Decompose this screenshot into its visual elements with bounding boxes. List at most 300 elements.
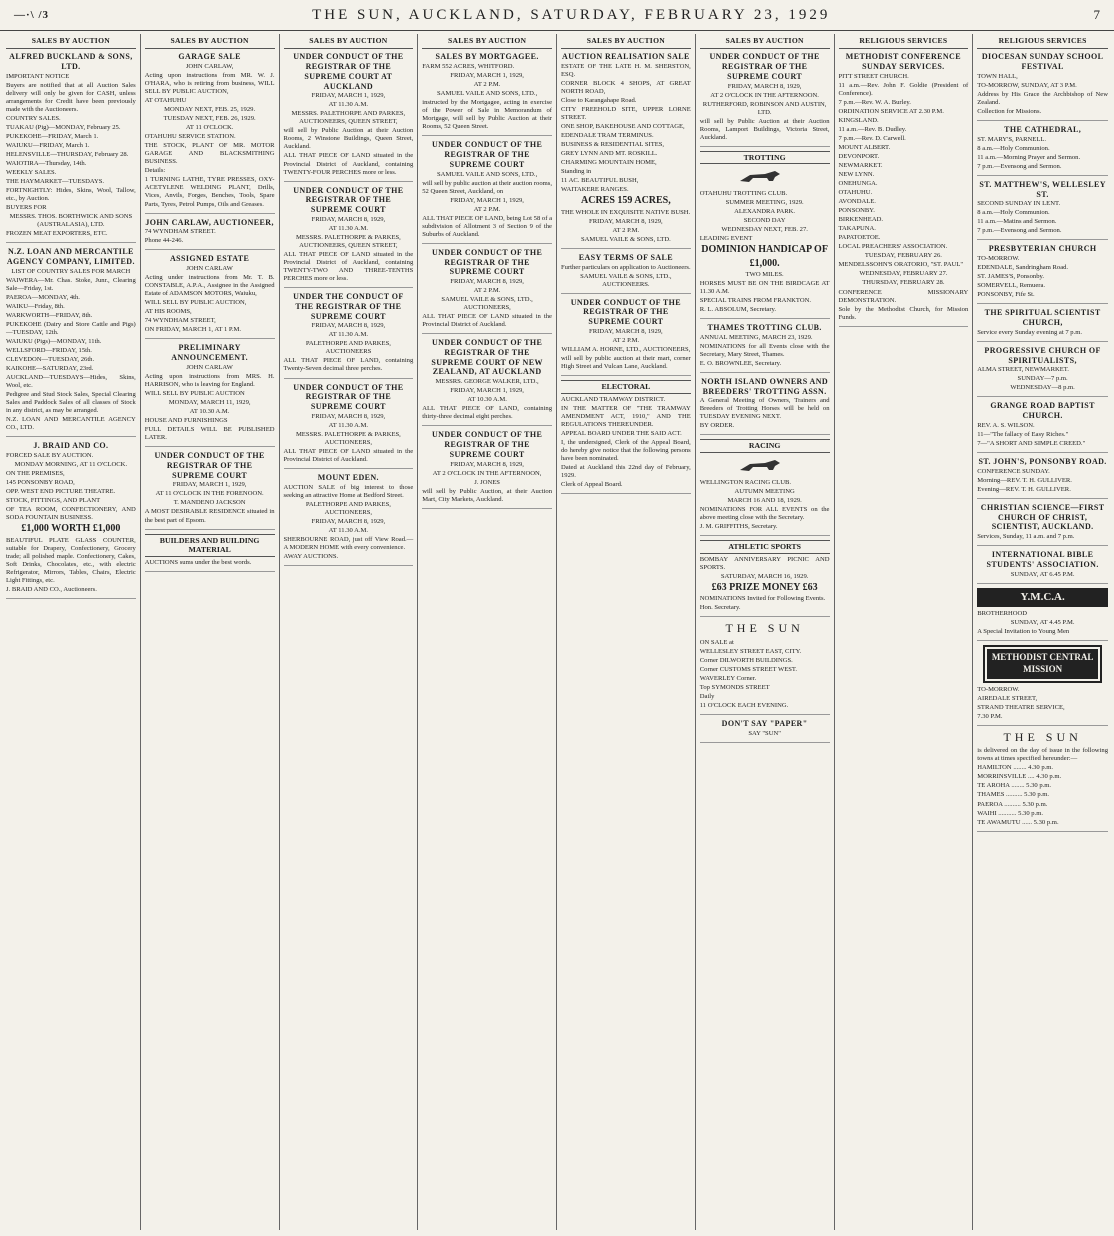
- ad-text-line: PUKEKOHE (Dairy and Store Cattle and Pigs)—TUESDAY, 12th.: [6, 321, 136, 337]
- ad-heading: INTERNATIONAL BIBLE STUDENTS' ASSOCIATION.: [986, 550, 1099, 569]
- ad-text-line: will sell by public auction at their auction rooms, 52 Queen Street, Auckland, on: [422, 179, 552, 195]
- advertisement: [700, 377, 830, 436]
- ad-text-line: SHERBOURNE ROAD, just off View Road.—A MODERN HOME with every convenience.: [283, 535, 414, 551]
- ad-text-line: 8 a.m.—Holy Communion.: [977, 144, 1050, 152]
- ad-text-line: Standing in: [561, 168, 592, 176]
- ad-text-line: IN THE MATTER OF "THE TRAMWAY AMENDMENT ACT, 1910," AND THE REGULATIONS THEREUNDER.: [561, 404, 691, 428]
- ad-text-line: AT 11 O'CLOCK IN THE FORENOON.: [155, 490, 264, 498]
- ad-text-line: FORCED SALE BY AUCTION.: [6, 452, 94, 460]
- ad-text-line: DEVONPORT.: [838, 153, 880, 161]
- ad-text-line: ALL THAT PIECE OF LAND situated in the Provincial District of Auckland.: [422, 313, 552, 329]
- ad-text-line: SUMMER MEETING, 1929.: [725, 199, 804, 207]
- advertisement: [422, 338, 552, 426]
- advertisement: [145, 343, 275, 447]
- ad-text-line: MONDAY NEXT, FEB. 25, 1929.: [164, 106, 256, 114]
- advertisement: [145, 534, 275, 572]
- ad-text-line: CONFERENCE MISSIONARY DEMONSTRATION.: [838, 288, 969, 304]
- ad-text-line: TUESDAY, FEBRUARY 26.: [864, 252, 942, 260]
- ad-text-line: AT 11.30 A.M.: [328, 526, 369, 534]
- advertisement: [977, 180, 1108, 241]
- ad-text-line: NOMINATIONS Invited for Following Events.: [699, 594, 826, 602]
- ad-heading: PRELIMINARY ANNOUNCEMENT.: [171, 343, 249, 363]
- ad-text-line: 74 WYNDHAM STREET,: [144, 317, 216, 325]
- column-5: [557, 34, 696, 1230]
- ad-text-line: FRIDAY, MARCH 8, 1929,: [311, 215, 386, 223]
- ad-heading: CHRISTIAN SCIENCE—FIRST CHURCH OF CHRIST, SCIENTIST, AUCKLAND.: [980, 502, 1105, 532]
- ad-text-line: WEDNESDAY NEXT, FEB. 27.: [721, 226, 808, 234]
- ad-text-line: instructed by the Mortgagee, acting in exercise of the Power of Sale in Memorandum of Mortgage, will sell by Public Auction at their Rooms, 52 Queen Street.: [422, 99, 552, 131]
- ad-text-line: ON SALE at: [699, 638, 734, 646]
- ad-text-line: TO-MORROW.: [977, 685, 1020, 693]
- section-subhead: TROTTING: [700, 151, 830, 165]
- ad-text-line: MONDAY, MARCH 11, 1929,: [168, 398, 251, 406]
- ad-text-line: WAIOTIRA—Thursday, 14th.: [6, 160, 87, 168]
- ad-text-line: FRIDAY, MARCH 1, 1929,: [450, 196, 524, 204]
- ad-text-line: 11 a.m.—Rev. B. Dudley.: [838, 125, 907, 133]
- advertisement: [977, 346, 1108, 398]
- sun-banner: THE SUN: [725, 620, 804, 635]
- column-4: [418, 34, 557, 1230]
- advertisement: [700, 323, 830, 373]
- ad-text-line: WAVERLEY Corner.: [699, 674, 757, 682]
- ad-text-line: TO-MORROW.: [977, 255, 1020, 263]
- advertisement: [561, 253, 691, 294]
- ad-text-line: AT 11.30 A.M.: [328, 101, 369, 109]
- ad-text-line: WELLSFORD—FRIDAY, 15th.: [6, 347, 92, 355]
- ad-text-line: FRIDAY, MARCH 1, 1929,: [450, 72, 524, 80]
- section-subhead: ATHLETIC SPORTS: [700, 540, 830, 554]
- ad-text-line: SECOND SUNDAY IN LENT.: [977, 200, 1061, 208]
- ad-text-line: JOHN CARLAW: [186, 265, 233, 273]
- ad-text-line: AT 2 P.M.: [473, 287, 501, 295]
- column-1: [2, 34, 141, 1230]
- advertisement: [700, 540, 830, 617]
- ad-text-line: 7 p.m.—Evensong and Sermon.: [977, 162, 1062, 170]
- ad-heading: UNDER CONDUCT OF THE REGISTRAR OF THE SUPREME COURT: [431, 430, 543, 459]
- ad-text-line: NOMINATIONS for all Events close with the Secretary, Mary Street, Thames.: [699, 342, 830, 358]
- ad-heading: METHODIST CONFERENCE SUNDAY SERVICES.: [845, 52, 961, 71]
- ad-text-line: TO-MORROW, SUNDAY, AT 3 P.M.: [977, 81, 1077, 89]
- ad-text-line: 7 p.m.—Rev. D. Carwell.: [838, 134, 906, 142]
- advertisement: [284, 186, 414, 289]
- ad-heading: ASSIGNED ESTATE: [169, 254, 250, 264]
- ad-text-line: EDENDALE, Sandringham Road.: [977, 264, 1069, 272]
- ad-text-line: SOMERVELL, Remuera.: [977, 282, 1046, 290]
- ad-text-line: Dated at Auckland this 22nd day of February, 1929.: [561, 463, 691, 479]
- ad-text-line: TUESDAY NEXT, FEB. 26, 1929.: [163, 115, 256, 123]
- ad-text-line: Corner DILWORTH BUILDINGS.: [699, 656, 793, 664]
- column-header: SALES BY AUCTION: [6, 34, 136, 49]
- ad-text-line: ALL THAT PIECE OF LAND, containing Twenty-Seven decimal three perches.: [283, 357, 414, 373]
- ad-text-line: GREY LYNN AND MT. ROSKILL.: [561, 150, 658, 158]
- ad-text-line: AT HIS ROOMS,: [144, 308, 192, 316]
- ad-text-line: J. BRAID AND CO., Auctioneers.: [6, 585, 97, 593]
- ad-text-line: ONEHUNGA.: [838, 180, 878, 188]
- advertisement: [284, 383, 414, 469]
- advertisement: [145, 52, 275, 213]
- ad-text-line: BUYERS FOR: [6, 204, 47, 212]
- ad-text-line: COUNTRY SALES.: [6, 114, 61, 122]
- ad-text-line: N.Z. LOAN AND MERCANTILE AGENCY CO., LTD.: [6, 416, 136, 432]
- column-header: SALES BY AUCTION: [561, 34, 691, 49]
- ad-heading: UNDER CONDUCT OF THE REGISTRAR OF THE SUPREME COURT OF NEW ZEALAND, AT AUCKLAND: [431, 338, 543, 377]
- advertisement: [700, 151, 830, 319]
- ad-heading: ST. MATTHEW'S, WELLESLEY ST.: [979, 179, 1106, 199]
- ad-text-line: TOWN HALL,: [977, 72, 1018, 80]
- ad-text-line: Phone 44-246.: [144, 237, 184, 245]
- ad-heading: UNDER THE CONDUCT OF THE REGISTRAR OF THE SUPREME COURT: [293, 292, 404, 321]
- ad-text-line: SPECIAL TRAINS FROM FRANKTON.: [699, 296, 812, 304]
- ad-text-line: MORRINSVILLE .... 4.30 p.m.: [977, 773, 1062, 781]
- ad-text-line: Hon. Secretary.: [699, 603, 741, 611]
- advertisement: [145, 451, 275, 529]
- ad-text-line: OPP. WEST END PICTURE THEATRE.: [6, 488, 116, 496]
- ad-text-line: 7.30 P.M.: [977, 712, 1003, 720]
- ad-text-line: LEADING EVENT: [699, 235, 753, 243]
- ad-heading: MOUNT EDEN.: [317, 472, 379, 482]
- ad-text-line: I, the undersigned, Clerk of the Appeal Board, do hereby give notice that the following persons have been nominated.: [561, 438, 691, 462]
- racehorse-icon: [735, 457, 795, 475]
- ad-text-line: ALEXANDRA PARK.: [734, 208, 796, 216]
- ad-text-line: A MOST DESIRABLE RESIDENCE situated in the best part of Epsom.: [144, 508, 275, 524]
- advertisement: [6, 247, 136, 437]
- ad-text-line: FARM 552 ACRES, WHITFORD.: [422, 63, 515, 70]
- ad-text-line: FRIDAY, MARCH 8, 1929,: [311, 322, 386, 330]
- ad-text-line: REV. A. S. WILSON.: [977, 421, 1035, 429]
- ad-text-line: THE HAYMARKET—TUESDAYS.: [6, 178, 105, 186]
- ad-text-line: MENDELSSOHN'S ORATORIO, "ST. PAUL": [838, 261, 964, 269]
- ymca-banner: Y.M.C.A.: [977, 588, 1108, 607]
- ad-text-line: MESSRS. THOS. BORTHWICK AND SONS (AUSTRALASIA), LTD.: [9, 213, 133, 229]
- ad-text-line: AT 11.30 A.M.: [328, 421, 369, 429]
- ad-text-line: E. O. BROWNLEE, Secretary.: [699, 359, 782, 367]
- ad-text-line: PONSONBY.: [838, 207, 875, 215]
- ad-heading: UNDER CONDUCT OF THE REGISTRAR OF THE SUPREME COURT: [570, 297, 682, 327]
- ad-text-line: FRIDAY, MARCH 8, 1929,: [311, 517, 386, 525]
- ad-text-line: Evening—REV. T. H. GULLIVER.: [977, 485, 1071, 493]
- ad-text-line: HELENSVILLE—THURSDAY, February 28.: [6, 151, 129, 159]
- ad-text-line: Further particulars on application to Auctioneers.: [561, 263, 691, 271]
- ad-text-line: MESSRS. PALETHORPE & PARKES, AUCTIONEERS,: [295, 430, 401, 446]
- ad-text-line: Acting upon instructions from MR. W. J. O'HARA, who is retiring from business, WILL SELL BY PUBLIC AUCTION,: [144, 72, 275, 96]
- ad-text-line: Collection for Missions.: [977, 107, 1042, 115]
- advertisement: [422, 52, 552, 136]
- column-6: [696, 34, 835, 1230]
- ad-text-line: FRIDAY, MARCH 8, 1929,: [589, 217, 663, 225]
- ad-heading: ST. JOHN'S, PONSONBY ROAD.: [978, 457, 1107, 467]
- ad-text-line: AWAY AUCTIONS.: [283, 552, 339, 560]
- ad-text-line: PONSONBY, Fife St.: [977, 291, 1035, 299]
- advertisement: [977, 125, 1108, 176]
- ad-text-line: will sell by Public Auction, at their Auction Mart, City Markets, Auckland.: [422, 487, 552, 503]
- ad-text-line: AT 11.30 A.M.: [328, 224, 369, 232]
- advertisement: [422, 248, 552, 334]
- ad-text-line: WELLINGTON RACING CLUB.: [699, 478, 792, 486]
- ad-text-line: BUSINESS & RESIDENTIAL SITES,: [561, 141, 665, 149]
- masthead: [0, 0, 1114, 30]
- ad-text-line: ALL THAT PIECE OF LAND, being Lot 58 of a subdivision of Allotment 3 of Section 9 of the Suburbs of Auckland.: [422, 214, 552, 238]
- ad-text-line: 11 O'CLOCK EACH EVENING.: [699, 701, 789, 709]
- ad-text-line: A General Meeting of Owners, Trainers and Breeders of Trotting Horses will be held on TUESDAY EVENING NEXT.: [699, 397, 830, 421]
- ad-heading: THE CATHEDRAL,: [1004, 124, 1082, 134]
- ad-text-line: TUAKAU (Pig)—MONDAY, February 25.: [6, 123, 121, 131]
- ad-text-line: SUNDAY—7 p.m.: [1017, 375, 1068, 383]
- ad-text-line: TE AROHA ........ 5.30 p.m.: [977, 782, 1052, 790]
- ad-text-line: ALL THAT PIECE OF LAND situated in the Provincial District of Auckland, containing TWENTY-FOUR PERCHES more or less.: [283, 152, 414, 176]
- ad-text-line: KINGSLAND.: [838, 116, 879, 124]
- advertisement: [6, 52, 136, 243]
- ad-text-line: FRIDAY, MARCH 8, 1929,: [450, 278, 524, 285]
- ad-text-line: Pedigree and Stud Stock Sales, Special Clearing Sales and Paddock Sales of all classes of Stock in any district, as may be arranged.: [6, 391, 136, 415]
- trotting-horse-icon: [735, 168, 795, 186]
- ad-text-line: BROTHERHOOD: [977, 610, 1028, 618]
- ad-text-line: £63 PRIZE MONEY £63: [711, 581, 818, 593]
- ad-text-line: AT 11 O'CLOCK.: [185, 124, 234, 132]
- ad-text-line: FULL DETAILS WILL BE PUBLISHED LATER.: [144, 426, 275, 442]
- ad-text-line: £1,000.: [749, 257, 780, 269]
- ad-text-line: 7—"A SHORT AND SIMPLE CREED.": [977, 440, 1086, 447]
- ad-heading: PRESBYTERIAN CHURCH: [988, 244, 1097, 254]
- ad-text-line: SUNDAY, AT 4.45 P.M.: [1010, 619, 1075, 627]
- ad-text-line: Acting upon instructions from MRS. H. HARRISON, who is leaving for England.: [144, 372, 275, 388]
- ad-text-line: AT 2 P.M.: [612, 226, 640, 234]
- ad-text-line: PAEROA .......... 5.30 p.m.: [977, 800, 1048, 808]
- ad-text-line: AT 2 P.M.: [473, 205, 501, 213]
- ad-heading: UNDER CONDUCT OF THE REGISTRAR OF THE SUPREME COURT: [293, 185, 404, 215]
- advertisement: [145, 218, 275, 251]
- advertisement: [284, 52, 414, 181]
- ad-heading: N.Z. LOAN AND MERCANTILE AGENCY COMPANY, LIMITED.: [6, 247, 135, 267]
- advertisement: [839, 52, 969, 326]
- ad-text-line: BY ORDER.: [699, 422, 735, 430]
- ad-text-line: 1 TURNING LATHE, TYRE PRESSES, OXY-ACETYLENE WELDING PLANT, Drills, Vices, Anvils, Forges, Benches, Tools, Spare Parts, Tyres, Petrol Pumps, Oils and Greases.: [144, 176, 275, 208]
- ad-text-line: WAIHI ........... 5.30 p.m.: [977, 809, 1043, 817]
- ad-heading: UNDER CONDUCT OF THE REGISTRAR OF THE SUPREME COURT: [431, 140, 543, 169]
- ad-text-line: SAMUEL VAILE AND SONS, LTD.,: [437, 90, 538, 98]
- ad-text-line: MESSRS. PALETHORPE AND PARKES, AUCTIONEERS, QUEEN STREET,: [291, 110, 406, 126]
- ad-text-line: J. M. GRIFFITHS, Secretary.: [699, 523, 778, 531]
- ad-text-line: DOMINION HANDICAP OF: [701, 244, 828, 256]
- advertisement: [561, 380, 691, 494]
- ad-text-line: AT 2 O'CLOCK IN THE AFTERNOON.: [710, 91, 819, 99]
- ad-heading: THE SPIRITUAL SCIENTIST CHURCH,: [984, 308, 1101, 328]
- ad-text-line: SECOND DAY: [743, 217, 786, 225]
- column-header: RELIGIOUS SERVICES: [839, 34, 969, 49]
- ad-text-line: ACRES 159 ACRES,: [581, 195, 671, 207]
- ad-text-line: OTAHUHU TROTTING CLUB.: [699, 190, 788, 198]
- column-2: [141, 34, 280, 1230]
- ad-text-line: Details:: [144, 167, 166, 175]
- ad-text-line: FRIDAY, MARCH 8, 1929,: [450, 460, 524, 468]
- advertisement: [977, 730, 1108, 832]
- ad-text-line: R. L. ABSOLUM, Secretary.: [699, 305, 777, 313]
- ad-text-line: J. JONES: [474, 478, 500, 486]
- ad-text-line: CITY FREEHOLD SITE, UPPER LORNE STREET.: [561, 106, 691, 122]
- advertisement: [284, 473, 414, 566]
- ad-heading: J. BRAID AND CO.: [33, 441, 109, 451]
- ad-text-line: AUCKLAND TRAMWAY DISTRICT.: [561, 395, 666, 403]
- ad-text-line: 8 a.m.—Holy Communion.: [977, 209, 1050, 217]
- ad-text-line: BIRKENHEAD.: [838, 216, 884, 224]
- column-8: [973, 34, 1112, 1230]
- advertisement: [700, 719, 830, 743]
- ad-text-line: FROZEN MEAT EXPORTERS, ETC.: [6, 230, 108, 238]
- ad-text-line: SUNDAY, AT 6.45 P.M.: [1010, 570, 1075, 578]
- ad-text-line: SAMUEL VAILE & SONS, LTD., AUCTIONEERS,: [441, 296, 533, 312]
- ad-text-line: KAIKOHE—SATURDAY, 23rd.: [6, 365, 94, 373]
- ad-text-line: will sell by Public Auction at their Auction Rooms, Lamport Buildings, Victoria Street, Auckland.: [699, 117, 830, 141]
- advertisement: [700, 439, 830, 536]
- section-subhead: ELECTORAL: [561, 380, 691, 394]
- ad-text-line: AT 10.30 A.M.: [189, 408, 230, 415]
- advertisement: [977, 401, 1108, 453]
- section-subhead: RACING: [700, 439, 830, 453]
- ad-text-line: ESTATE OF THE LATE H. M. SHERSTON, ESQ.: [561, 63, 691, 79]
- ad-text-line: MESSRS. GEORGE WALKER, LTD.,: [435, 378, 539, 386]
- ad-text-line: AT 10.30 A.M.: [467, 396, 507, 404]
- ad-text-line: WAIUKU—FRIDAY, March 1.: [6, 142, 90, 149]
- ad-text-line: ALMA STREET, NEWMARKET.: [977, 366, 1069, 374]
- ad-text-line: £1,000 WORTH £1,000: [21, 523, 121, 535]
- ad-text-line: NEWMARKET.: [838, 162, 883, 170]
- methodist-mission-banner: [983, 645, 1102, 682]
- ad-heading: UNDER CONDUCT OF THE REGISTRAR OF THE SUPREME COURT: [431, 247, 543, 277]
- ad-text-line: MONDAY MORNING, AT 11 O'CLOCK.: [14, 461, 128, 469]
- ad-text-line: PITT STREET CHURCH.: [838, 72, 909, 80]
- ad-text-line: ON THE PREMISES,: [6, 470, 65, 478]
- ad-heading: AUCTION REALISATION SALE: [562, 52, 690, 62]
- ad-text-line: Close to Karangahape Road.: [561, 97, 637, 105]
- ad-text-line: PALETHORPE AND PARKES, AUCTIONEERS: [305, 340, 391, 356]
- advertisement: [284, 292, 414, 378]
- ad-text-line: 11 a.m.—Matins and Sermon.: [977, 218, 1057, 226]
- ad-heading: GARAGE SALE: [178, 52, 241, 62]
- ad-text-line: ORDINATION SERVICE AT 2.30 P.M.: [838, 107, 944, 115]
- ad-text-line: 11 a.m.—Rev. John F. Goldie (President of Conference).: [838, 81, 969, 97]
- advertisement: [977, 503, 1108, 546]
- advertisement: [977, 457, 1108, 499]
- ad-text-line: WAIWERA—Mr. Chas. Stoke, Junr., Clearing Sale—Friday, 1st.: [6, 276, 136, 292]
- ad-heading: UNDER CONDUCT OF THE REGISTRAR OF THE SUPREME COURT: [154, 451, 265, 480]
- methodist-mission-text: METHODIST CENTRAL MISSION: [987, 649, 1098, 678]
- ad-text-line: is delivered on the day of issue in the following towns at times specified hereunder:—: [977, 747, 1108, 763]
- ad-text-line: ALL THAT PIECE OF LAND situated in the Provincial District of Auckland, containing TWENTY-TWO AND THREE-TENTHS PERCHES more or less.: [283, 250, 414, 283]
- sun-banner: THE SUN: [1003, 729, 1082, 744]
- column-header: SALES BY AUCTION: [700, 34, 830, 49]
- ad-heading: UNDER CONDUCT OF THE REGISTRAR OF THE SUPREME COURT AT AUCKLAND: [293, 52, 404, 91]
- ad-heading: UNDER CONDUCT OF THE REGISTRAR OF THE SUPREME COURT: [709, 52, 820, 81]
- ad-text-line: IMPORTANT NOTICE: [6, 72, 70, 80]
- ad-text-line: WILL SELL BY PUBLIC AUCTION: [144, 389, 245, 397]
- column-header: SALES BY AUCTION: [284, 34, 414, 49]
- ad-text-line: Service every Sunday evening at 7 p.m.: [977, 328, 1082, 336]
- ad-text-line: THE WHOLE IN EXQUISITE NATIVE BUSH.: [561, 208, 691, 216]
- ad-text-line: Daily: [699, 692, 715, 700]
- ad-heading: ALFRED BUCKLAND & SONS, LTD.: [9, 52, 133, 71]
- ad-text-line: APPEAL BOARD UNDER THE SAID ACT.: [561, 429, 682, 437]
- ad-text-line: AT 11.30 A.M.: [328, 331, 369, 339]
- advertisement: [977, 244, 1108, 304]
- ad-text-line: PAPATOETOE.: [838, 234, 881, 242]
- ad-text-line: HAMILTON ........ 4.30 p.m.: [977, 764, 1054, 772]
- ad-text-line: ON FRIDAY, MARCH 1, AT 1 P.M.: [144, 326, 241, 334]
- ad-text-line: SATURDAY, MARCH 16, 1929.: [720, 572, 809, 580]
- ad-text-line: RUTHERFORD, ROBINSON AND AUSTIN, LTD.: [702, 100, 827, 116]
- ad-text-line: Top SYMONDS STREET: [699, 683, 770, 691]
- ad-text-line: FRIDAY, MARCH 1, 1929,: [450, 387, 524, 395]
- ad-text-line: LIST OF COUNTRY SALES FOR MARCH: [11, 267, 131, 275]
- ad-text-line: WEDNESDAY, FEBRUARY 27.: [859, 270, 948, 278]
- ad-text-line: SAMUEL VAILE AND SONS, LTD.,: [437, 170, 538, 178]
- ad-heading: SALES BY MORTGAGEE.: [435, 52, 539, 62]
- ad-text-line: AUCKLAND—TUESDAYS—Hides, Skins, Wool, etc.: [6, 374, 136, 390]
- ad-text-line: LOCAL PREACHERS' ASSOCIATION.: [838, 243, 948, 251]
- ad-text-line: JOHN CARLAW: [186, 363, 233, 371]
- advertisement: [977, 308, 1108, 342]
- ad-text-line: WEEKLY SALES.: [6, 169, 57, 177]
- ad-text-line: SAY "SUN": [748, 729, 781, 737]
- section-subhead: BUILDERS AND BUILDING MATERIAL: [145, 534, 275, 557]
- ad-heading: THAMES TROTTING CLUB.: [707, 322, 822, 332]
- ad-text-line: HORSES MUST BE ON THE BIRDCAGE AT 11.30 A.M.: [699, 279, 830, 295]
- ad-text-line: OF TEA ROOM, CONFECTIONERY, AND SODA FOUNTAIN BUSINESS.: [6, 506, 136, 522]
- page-number: 7: [1093, 7, 1100, 22]
- ad-text-line: PALETHORPE AND PARKES, AUCTIONEERS,: [305, 500, 391, 516]
- ad-text-line: ALL THAT PIECE OF LAND situated in the Provincial District of Auckland.: [283, 447, 414, 463]
- ad-text-line: 7 p.m.—Evensong and Sermon.: [977, 227, 1062, 235]
- ad-text-line: A Special Invitation to Young Men: [977, 628, 1070, 636]
- ad-text-line: FRIDAY, MARCH 1, 1929,: [172, 481, 247, 489]
- ad-text-line: AT 2 O'CLOCK IN THE AFTERNOON,: [432, 469, 542, 477]
- ad-text-line: ST. MARY'S, PARNELL.: [977, 135, 1047, 143]
- ad-heading: EASY TERMS OF SALE: [578, 252, 673, 262]
- advertisement: [422, 430, 552, 508]
- ad-text-line: 11 a.m.—Morning Prayer and Sermon.: [977, 153, 1081, 161]
- masthead-rule: [0, 30, 1114, 31]
- ad-text-line: JOHN CARLAW,: [185, 63, 234, 70]
- ad-text-line: WEDNESDAY—8 p.m.: [1010, 384, 1075, 392]
- ad-text-line: Address by His Grace the Archbishop of New Zealand.: [977, 90, 1108, 106]
- column-header: SALES BY AUCTION: [145, 34, 275, 49]
- ad-text-line: MARCH 16 AND 18, 1929.: [727, 497, 802, 504]
- ad-text-line: CHARMING MOUNTAIN HOME,: [561, 159, 657, 167]
- ad-text-line: 7 p.m.—Rev. W. A. Burley.: [838, 98, 911, 106]
- advertisement: [422, 140, 552, 244]
- ad-text-line: PAEROA—MONDAY, 4th.: [6, 293, 80, 301]
- ad-text-line: will sell by Public Auction at their Auction Rooms, 2 Winstone Buildings, Queen Street, Auckland.: [283, 127, 414, 151]
- ad-text-line: THAMES .......... 5.30 p.m.: [977, 791, 1050, 799]
- ad-text-line: PUKEKOHE—FRIDAY, March 1.: [6, 132, 99, 140]
- ad-text-line: WAITAKERE RANGES.: [561, 186, 629, 194]
- column-7: [835, 34, 974, 1230]
- ad-text-line: OTAHUHU SERVICE STATION.: [144, 133, 236, 141]
- ad-text-line: FRIDAY, MARCH 1, 1929,: [311, 92, 386, 100]
- ad-text-line: ONE SHOP, BAKEHOUSE AND COTTAGE,: [561, 123, 685, 131]
- column-header: RELIGIOUS SERVICES: [977, 34, 1108, 49]
- ad-text-line: WELLESLEY STREET EAST, CITY.: [699, 647, 802, 655]
- ad-heading: GRANGE ROAD BAPTIST CHURCH.: [990, 401, 1095, 421]
- ad-heading: JOHN CARLAW, AUCTIONEER,: [145, 217, 274, 227]
- ad-text-line: TE AWAMUTU ...... 5.30 p.m.: [977, 818, 1059, 826]
- masthead-title: THE SUN, AUCKLAND, SATURDAY, FEBRUARY 23, 1929: [312, 6, 831, 23]
- ad-text-line: Morning—REV. T. H. GULLIVER.: [977, 476, 1072, 484]
- ad-text-line: AVONDALE.: [838, 198, 876, 206]
- ad-text-line: Acting under instructions from Mr. T. B. CONSTABLE, A.P.A., Assignee in the Assigned Estate of ADAMSON MOTORS, Waiuku,: [144, 274, 275, 298]
- ad-text-line: TWO MILES.: [745, 270, 784, 278]
- ad-text-line: WILLIAM A. HORNE, LTD., AUCTIONEERS,: [561, 345, 691, 353]
- ad-heading: DIOCESAN SUNDAY SCHOOL FESTIVAL: [981, 52, 1104, 71]
- ad-heading: DON'T SAY "PAPER": [721, 718, 808, 728]
